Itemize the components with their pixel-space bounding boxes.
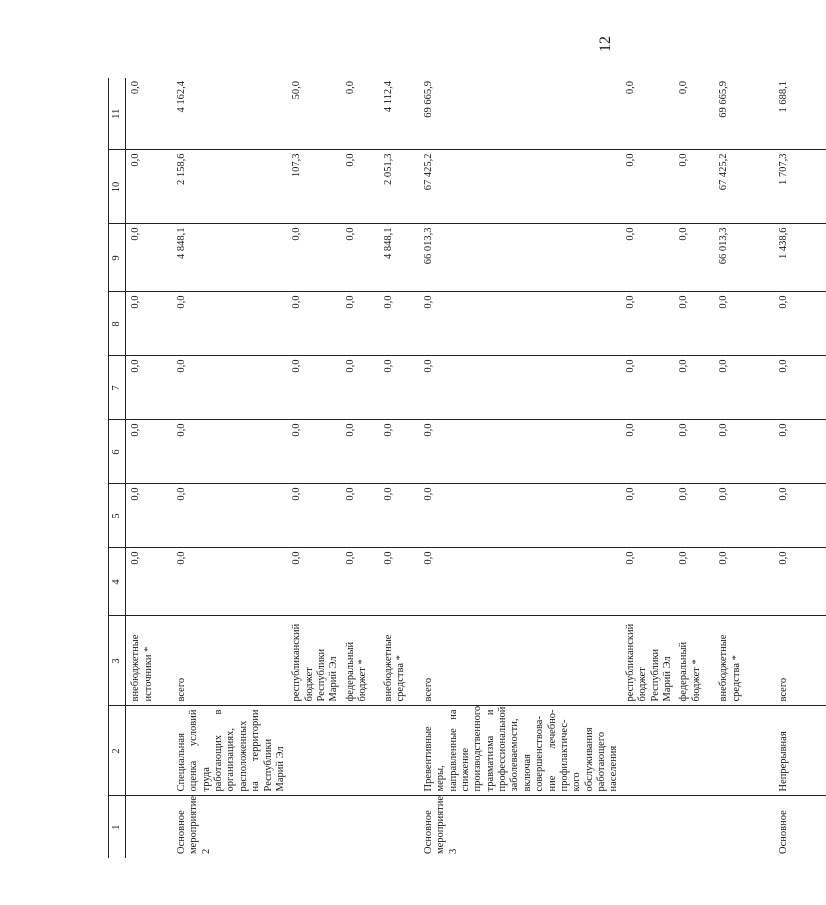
value-cell: 66 013,3 [714,224,774,292]
value-cell: 0,0 [774,484,814,548]
column-header: 2 [109,706,126,796]
activity-name-cell [379,706,419,796]
empty-cell [814,796,826,858]
funding-source-cell: внебюджетные источники * [126,616,172,706]
value-cell: 0,0 [172,548,287,616]
empty-cell [814,224,826,292]
table-row [341,78,379,858]
value-cell: 0,0 [621,150,675,224]
empty-cell [814,548,826,616]
value-cell: 50,0 [287,78,341,150]
value-cell: 0,0 [379,420,419,484]
table-row [674,78,714,858]
value-cell: 66 013,3 [419,224,621,292]
column-header: 4 [109,548,126,616]
value-cell: 0,0 [126,548,172,616]
column-header: 1 [109,796,126,858]
table-row [621,78,675,858]
value-cell: 0,0 [341,548,379,616]
activity-cell [621,796,675,858]
column-header: 5 [109,484,126,548]
table-row [774,78,814,858]
value-cell: 1 688,1 [774,78,814,150]
value-cell: 0,0 [172,292,287,356]
empty-cell [814,616,826,706]
funding-source-cell: федеральный бюджет * [341,616,379,706]
value-cell: 1 707,3 [774,150,814,224]
value-cell: 0,0 [621,356,675,420]
value-cell: 0,0 [126,224,172,292]
value-cell: 0,0 [419,420,621,484]
value-cell: 1 438,6 [774,224,814,292]
activity-name-cell [287,706,341,796]
value-cell: 0,0 [674,292,714,356]
activity-name-cell: Непрерывная [774,706,814,796]
value-cell: 0,0 [621,224,675,292]
funding-source-cell: республиканский бюджет Республики Марий Эл [287,616,341,706]
value-cell: 2 051,3 [379,150,419,224]
column-header: 8 [109,292,126,356]
value-cell: 0,0 [774,548,814,616]
funding-source-cell: всего [774,616,814,706]
value-cell: 0,0 [126,78,172,150]
column-header: 11 [109,78,126,150]
funding-source-cell: всего [419,616,621,706]
budget-table [108,78,826,858]
empty-cell [814,150,826,224]
table-row [287,78,341,858]
value-cell: 0,0 [674,78,714,150]
value-cell: 4 162,4 [172,78,287,150]
value-cell: 0,0 [674,548,714,616]
value-cell: 0,0 [419,356,621,420]
column-header: 6 [109,420,126,484]
table-row [714,78,774,858]
activity-name-cell: Превентивные меры, направленные на снижение производственного травматизма и профессиональной заболеваемости, включая совершенствова-ние лечебно-профилактичес-кого обслуживания работающего населения [419,706,621,796]
value-cell: 0,0 [126,420,172,484]
value-cell: 0,0 [341,224,379,292]
value-cell: 69 665,9 [419,78,621,150]
value-cell: 0,0 [287,292,341,356]
value-cell: 0,0 [126,356,172,420]
value-cell: 0,0 [621,548,675,616]
value-cell: 0,0 [674,356,714,420]
value-cell: 0,0 [674,484,714,548]
value-cell: 0,0 [379,548,419,616]
funding-source-cell: внебюджетные средства * [379,616,419,706]
value-cell: 0,0 [126,292,172,356]
table-row [172,78,287,858]
activity-cell: Основное [778,810,790,854]
column-header: 10 [109,150,126,224]
value-cell: 0,0 [714,420,774,484]
value-cell: 2 158,6 [172,150,287,224]
column-header: 7 [109,356,126,420]
activity-cell [341,796,379,858]
table-row [419,78,621,858]
value-cell: 0,0 [172,356,287,420]
page-number: 12 [597,36,614,52]
value-cell: 4 848,1 [172,224,287,292]
rotated-table-container [108,78,790,858]
activity-cell: Основное мероприятие 2 [175,796,212,854]
value-cell: 0,0 [621,78,675,150]
value-cell: 0,0 [621,484,675,548]
value-cell: 0,0 [774,420,814,484]
value-cell: 0,0 [674,150,714,224]
empty-cell [814,420,826,484]
empty-cell [814,706,826,796]
value-cell: 0,0 [379,356,419,420]
funding-source-cell: республиканский бюджет Республики Марий Эл [621,616,675,706]
value-cell: 0,0 [419,548,621,616]
activity-cell [126,796,172,858]
column-number-row [109,78,126,858]
activity-name-cell [341,706,379,796]
value-cell: 0,0 [287,484,341,548]
value-cell: 0,0 [287,224,341,292]
value-cell: 0,0 [419,484,621,548]
value-cell: 0,0 [379,292,419,356]
value-cell: 0,0 [674,420,714,484]
value-cell: 67 425,2 [714,150,774,224]
value-cell: 0,0 [714,548,774,616]
value-cell: 0,0 [379,484,419,548]
value-cell: 0,0 [287,420,341,484]
funding-source-cell: федеральный бюджет * [674,616,714,706]
column-header: 3 [109,616,126,706]
value-cell: 0,0 [341,78,379,150]
activity-cell: Основное мероприятие 3 [422,796,459,854]
funding-source-cell: внебюджетные средства * [714,616,774,706]
value-cell: 4 848,1 [379,224,419,292]
activity-name-cell [714,706,774,796]
value-cell: 0,0 [621,292,675,356]
empty-cell [814,78,826,150]
value-cell: 0,0 [341,150,379,224]
empty-cell [814,484,826,548]
value-cell: 69 665,9 [714,78,774,150]
funding-source-cell: всего [172,616,287,706]
column-header: 9 [109,224,126,292]
value-cell: 0,0 [287,548,341,616]
value-cell: 67 425,2 [419,150,621,224]
value-cell: 107,3 [287,150,341,224]
value-cell: 0,0 [774,292,814,356]
value-cell: 0,0 [774,356,814,420]
value-cell: 0,0 [714,356,774,420]
value-cell: 0,0 [126,150,172,224]
value-cell: 0,0 [621,420,675,484]
value-cell: 0,0 [126,484,172,548]
value-cell: 0,0 [172,484,287,548]
value-cell: 0,0 [714,484,774,548]
value-cell: 4 112,4 [379,78,419,150]
value-cell: 0,0 [341,484,379,548]
activity-name-cell [621,706,675,796]
value-cell: 0,0 [419,292,621,356]
table-header [109,78,126,858]
value-cell: 0,0 [287,356,341,420]
value-cell: 0,0 [714,292,774,356]
activity-cell [287,796,341,858]
activity-cell [379,796,419,858]
empty-cell [814,292,826,356]
value-cell: 0,0 [674,224,714,292]
table-body [126,78,826,858]
table-row-continuation [814,78,826,858]
activity-name-cell: Специальная оценка условий труда работающих в организациях, расположенных на территории Республики Марий Эл [172,706,287,796]
value-cell: 0,0 [172,420,287,484]
table-row [126,78,172,858]
activity-cell [674,796,714,858]
activity-name-cell [126,706,172,796]
value-cell: 0,0 [341,420,379,484]
activity-name-cell [674,706,714,796]
empty-cell [814,356,826,420]
activity-cell [714,796,774,858]
value-cell: 0,0 [341,292,379,356]
table-row [379,78,419,858]
value-cell: 0,0 [341,356,379,420]
